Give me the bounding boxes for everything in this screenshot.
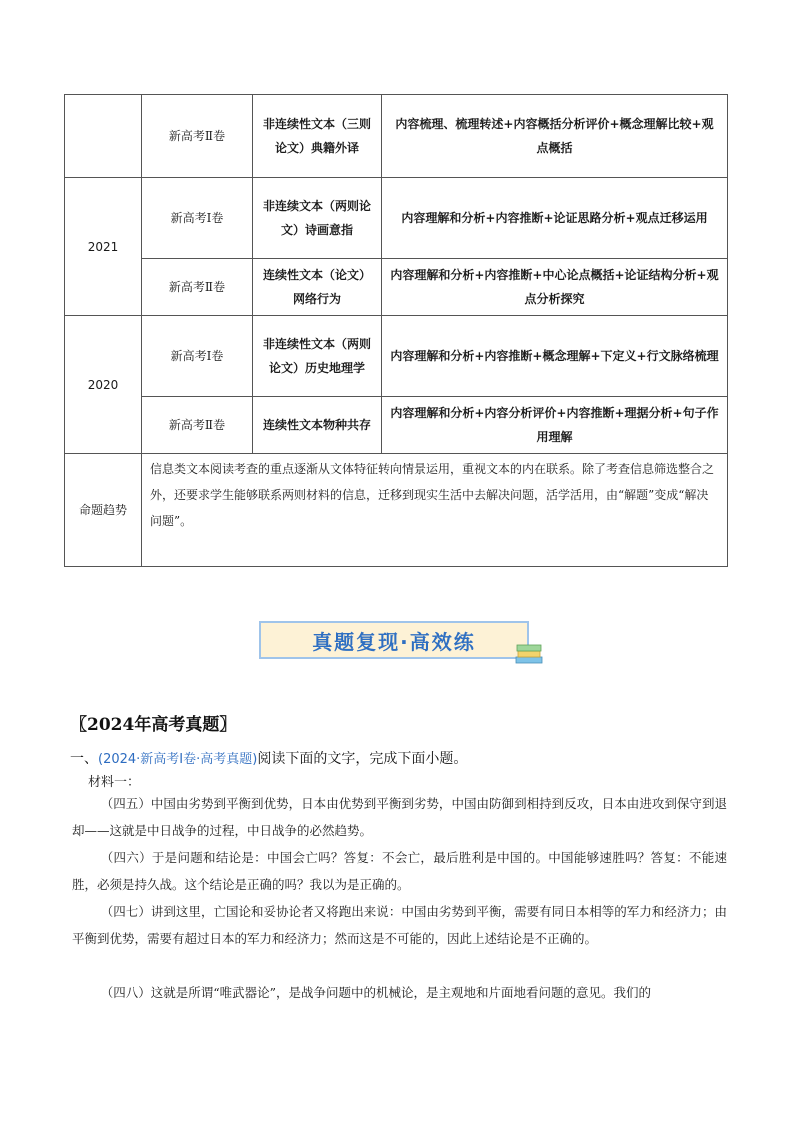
table-row <box>65 454 728 567</box>
paragraph: （四五）中国由劣势到平衡到优势，日本由优势到平衡到劣势，中国由防御到相持到反攻，日本由进攻到保守到退却——这就是中日战争的过程，中日战争的必然趋势。 <box>72 796 727 838</box>
year-cell <box>65 95 142 178</box>
test-point-cell: 内容理解和分析+内容推断+中心论点概括+论证结构分析+观点分析探究 <box>382 259 728 316</box>
text-type-cell: 非连续性文本（三则论文）典籍外译 <box>253 95 382 178</box>
year-cell: 2021 <box>65 178 142 316</box>
table-row <box>65 95 728 178</box>
table-row <box>65 178 728 259</box>
year-cell: 2020 <box>65 316 142 454</box>
question-header <box>70 748 467 768</box>
paragraph: （四六）于是问题和结论是：中国会亡吗？答复：不会亡，最后胜利是中国的。中国能够速胜吗？答复：不能速胜，必须是持久战。这个结论是正确的吗？我以为是正确的。 <box>72 850 727 892</box>
question-instruction: 阅读下面的文字，完成下面小题。 <box>257 751 468 767</box>
question-source: (2024·新高考Ⅰ卷·高考真题) <box>98 752 258 767</box>
paper-cell: 新高考Ⅱ卷 <box>142 95 253 178</box>
paragraph: （四八）这就是所谓“唯武器论”，是战争问题中的机械论，是主观地和片面地看问题的意见。我们的 <box>100 985 652 1000</box>
paper-cell: 新高考Ⅱ卷 <box>142 397 253 454</box>
test-point-cell: 内容理解和分析+内容推断+概念理解+下定义+行文脉络梳理 <box>382 316 728 397</box>
test-point-cell: 内容理解和分析+内容分析评价+内容推断+理据分析+句子作用理解 <box>382 397 728 454</box>
text-type-cell: 连续性文本（论文）网络行为 <box>253 259 382 316</box>
paragraph: （四七）讲到这里，亡国论和妥协论者又将跑出来说：中国由劣势到平衡，需要有同日本相等的军力和经济力；由平衡到优势，需要有超过日本的军力和经济力；然而这是不可能的，因此上述结论是不正确的。 <box>72 904 727 946</box>
books-icon <box>514 641 544 665</box>
test-point-cell: 内容梳理、梳理转述+内容概括分析评价+概念理解比较+观点概括 <box>382 95 728 178</box>
section-banner <box>259 621 529 659</box>
text-type-cell: 连续性文本物种共存 <box>253 397 382 454</box>
exam-analysis-table <box>64 94 728 567</box>
test-point-cell: 内容理解和分析+内容推断+论证思路分析+观点迁移运用 <box>382 178 728 259</box>
table-row <box>65 397 728 454</box>
paper-cell: 新高考Ⅱ卷 <box>142 259 253 316</box>
text-type-cell: 非连续文本（两则论文）诗画意指 <box>253 178 382 259</box>
question-number: 一、 <box>70 751 98 767</box>
paper-cell: 新高考Ⅰ卷 <box>142 316 253 397</box>
section-title: 〖2024年高考真题〗 <box>70 715 237 735</box>
trend-text: 信息类文本阅读考查的重点逐渐从文体特征转向情景运用，重视文本的内在联系。除了考查信息筛选整合之外，还要求学生能够联系两则材料的信息，迁移到现实生活中去解决问题，活学活用，由“解题”变成“解决问题”。 <box>142 454 728 567</box>
material-label: 材料一： <box>88 775 141 790</box>
paper-cell: 新高考Ⅰ卷 <box>142 178 253 259</box>
trend-label: 命题趋势 <box>65 454 142 567</box>
text-type-cell: 非连续性文本（两则论文）历史地理学 <box>253 316 382 397</box>
banner-text: 真题复现·高效练 <box>312 629 476 654</box>
table-row <box>65 259 728 316</box>
table-row <box>65 316 728 397</box>
